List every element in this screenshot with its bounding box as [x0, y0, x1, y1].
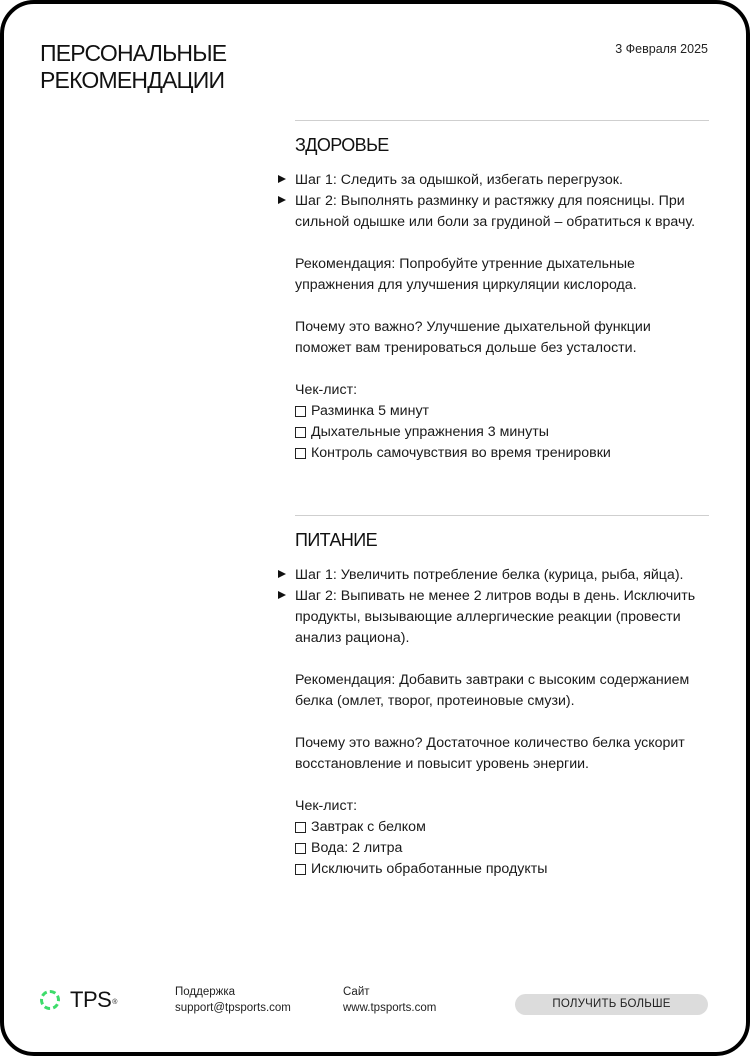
checklist-item[interactable]: [295, 859, 709, 880]
checklist-label: Чек-лист:: [295, 382, 358, 398]
checklist-item[interactable]: [295, 401, 709, 422]
play-arrow-icon: [278, 591, 286, 599]
checklist-item-label: Вода: 2 литра: [311, 840, 403, 856]
checklist-item[interactable]: [295, 838, 709, 859]
checklist-item-label: Разминка 5 минут: [311, 403, 430, 419]
step-item: [295, 565, 709, 586]
recommendation-text: Рекомендация: Добавить завтраки с высоким содержанием белка (омлет, творог, протеиновые смузи).: [295, 672, 690, 709]
play-arrow-icon: [278, 570, 286, 578]
checkbox-icon[interactable]: [295, 822, 306, 833]
step-text: Шаг 1: Следить за одышкой, избегать перегрузок.: [295, 172, 623, 188]
page-title-line-2: РЕКОМЕНДАЦИИ: [40, 67, 225, 93]
why-important-text: Почему это важно? Достаточное количество белка ускорит восстановление и повысит уровень энергии.: [295, 735, 685, 772]
recommendation-text: Рекомендация: Попробуйте утренние дыхательные упражнения для улучшения циркуляции кислорода.: [295, 256, 637, 293]
checklist-item[interactable]: [295, 443, 709, 464]
site-label: Сайт: [343, 986, 370, 998]
support-email-link[interactable]: support@tpsports.com: [175, 1002, 291, 1014]
brand-logo[interactable]: [40, 987, 117, 1013]
get-more-button[interactable]: ПОЛУЧИТЬ БОЛЬШЕ: [515, 994, 708, 1015]
section-health: [295, 120, 709, 464]
checkbox-icon[interactable]: [295, 427, 306, 438]
checklist-item[interactable]: [295, 422, 709, 443]
step-text: Шаг 2: Выпивать не менее 2 литров воды в день. Исключить продукты, вызывающие аллергические реакции (провести анализ рациона).: [295, 588, 696, 646]
play-arrow-icon: [278, 196, 286, 204]
step-item: [295, 586, 709, 649]
why-important-text: Почему это важно? Улучшение дыхательной функции поможет вам тренироваться дольше без усталости.: [295, 319, 651, 356]
logo-ring-icon: [40, 990, 60, 1010]
site-block: [343, 984, 436, 1016]
checklist-item-label: Дыхательные упражнения 3 минуты: [311, 424, 549, 440]
checklist-item[interactable]: [295, 817, 709, 838]
support-label: Поддержка: [175, 986, 235, 998]
site-url-link[interactable]: www.tpsports.com: [343, 1002, 437, 1014]
section-title: ПИТАНИЕ: [295, 530, 378, 550]
page-title: [40, 40, 300, 94]
checkbox-icon[interactable]: [295, 843, 306, 854]
document-date: 3 Февраля 2025: [615, 42, 708, 56]
checkbox-icon[interactable]: [295, 448, 306, 459]
step-text: Шаг 2: Выполнять разминку и растяжку для поясницы. При сильной одышке или боли за грудиной – обратиться к врачу.: [295, 193, 696, 230]
logo-wordmark: TPS: [70, 987, 112, 1012]
page-title-line-1: ПЕРСОНАЛЬНЫЕ: [40, 40, 227, 66]
section-divider: [295, 120, 709, 121]
section-title: ЗДОРОВЬЕ: [295, 135, 389, 155]
step-item: [295, 170, 709, 191]
checklist-item-label: Завтрак с белком: [311, 819, 426, 835]
step-text: Шаг 1: Увеличить потребление белка (курица, рыба, яйца).: [295, 567, 684, 583]
section-divider: [295, 515, 709, 516]
checkbox-icon[interactable]: [295, 406, 306, 417]
play-arrow-icon: [278, 175, 286, 183]
step-item: [295, 191, 709, 233]
checklist-label: Чек-лист:: [295, 798, 358, 814]
checkbox-icon[interactable]: [295, 864, 306, 875]
checklist-item-label: Контроль самочувствия во время тренировки: [311, 445, 611, 461]
checklist-item-label: Исключить обработанные продукты: [311, 861, 548, 877]
support-block: [175, 984, 291, 1016]
section-nutrition: [295, 515, 709, 880]
registered-mark: ®: [112, 998, 118, 1006]
